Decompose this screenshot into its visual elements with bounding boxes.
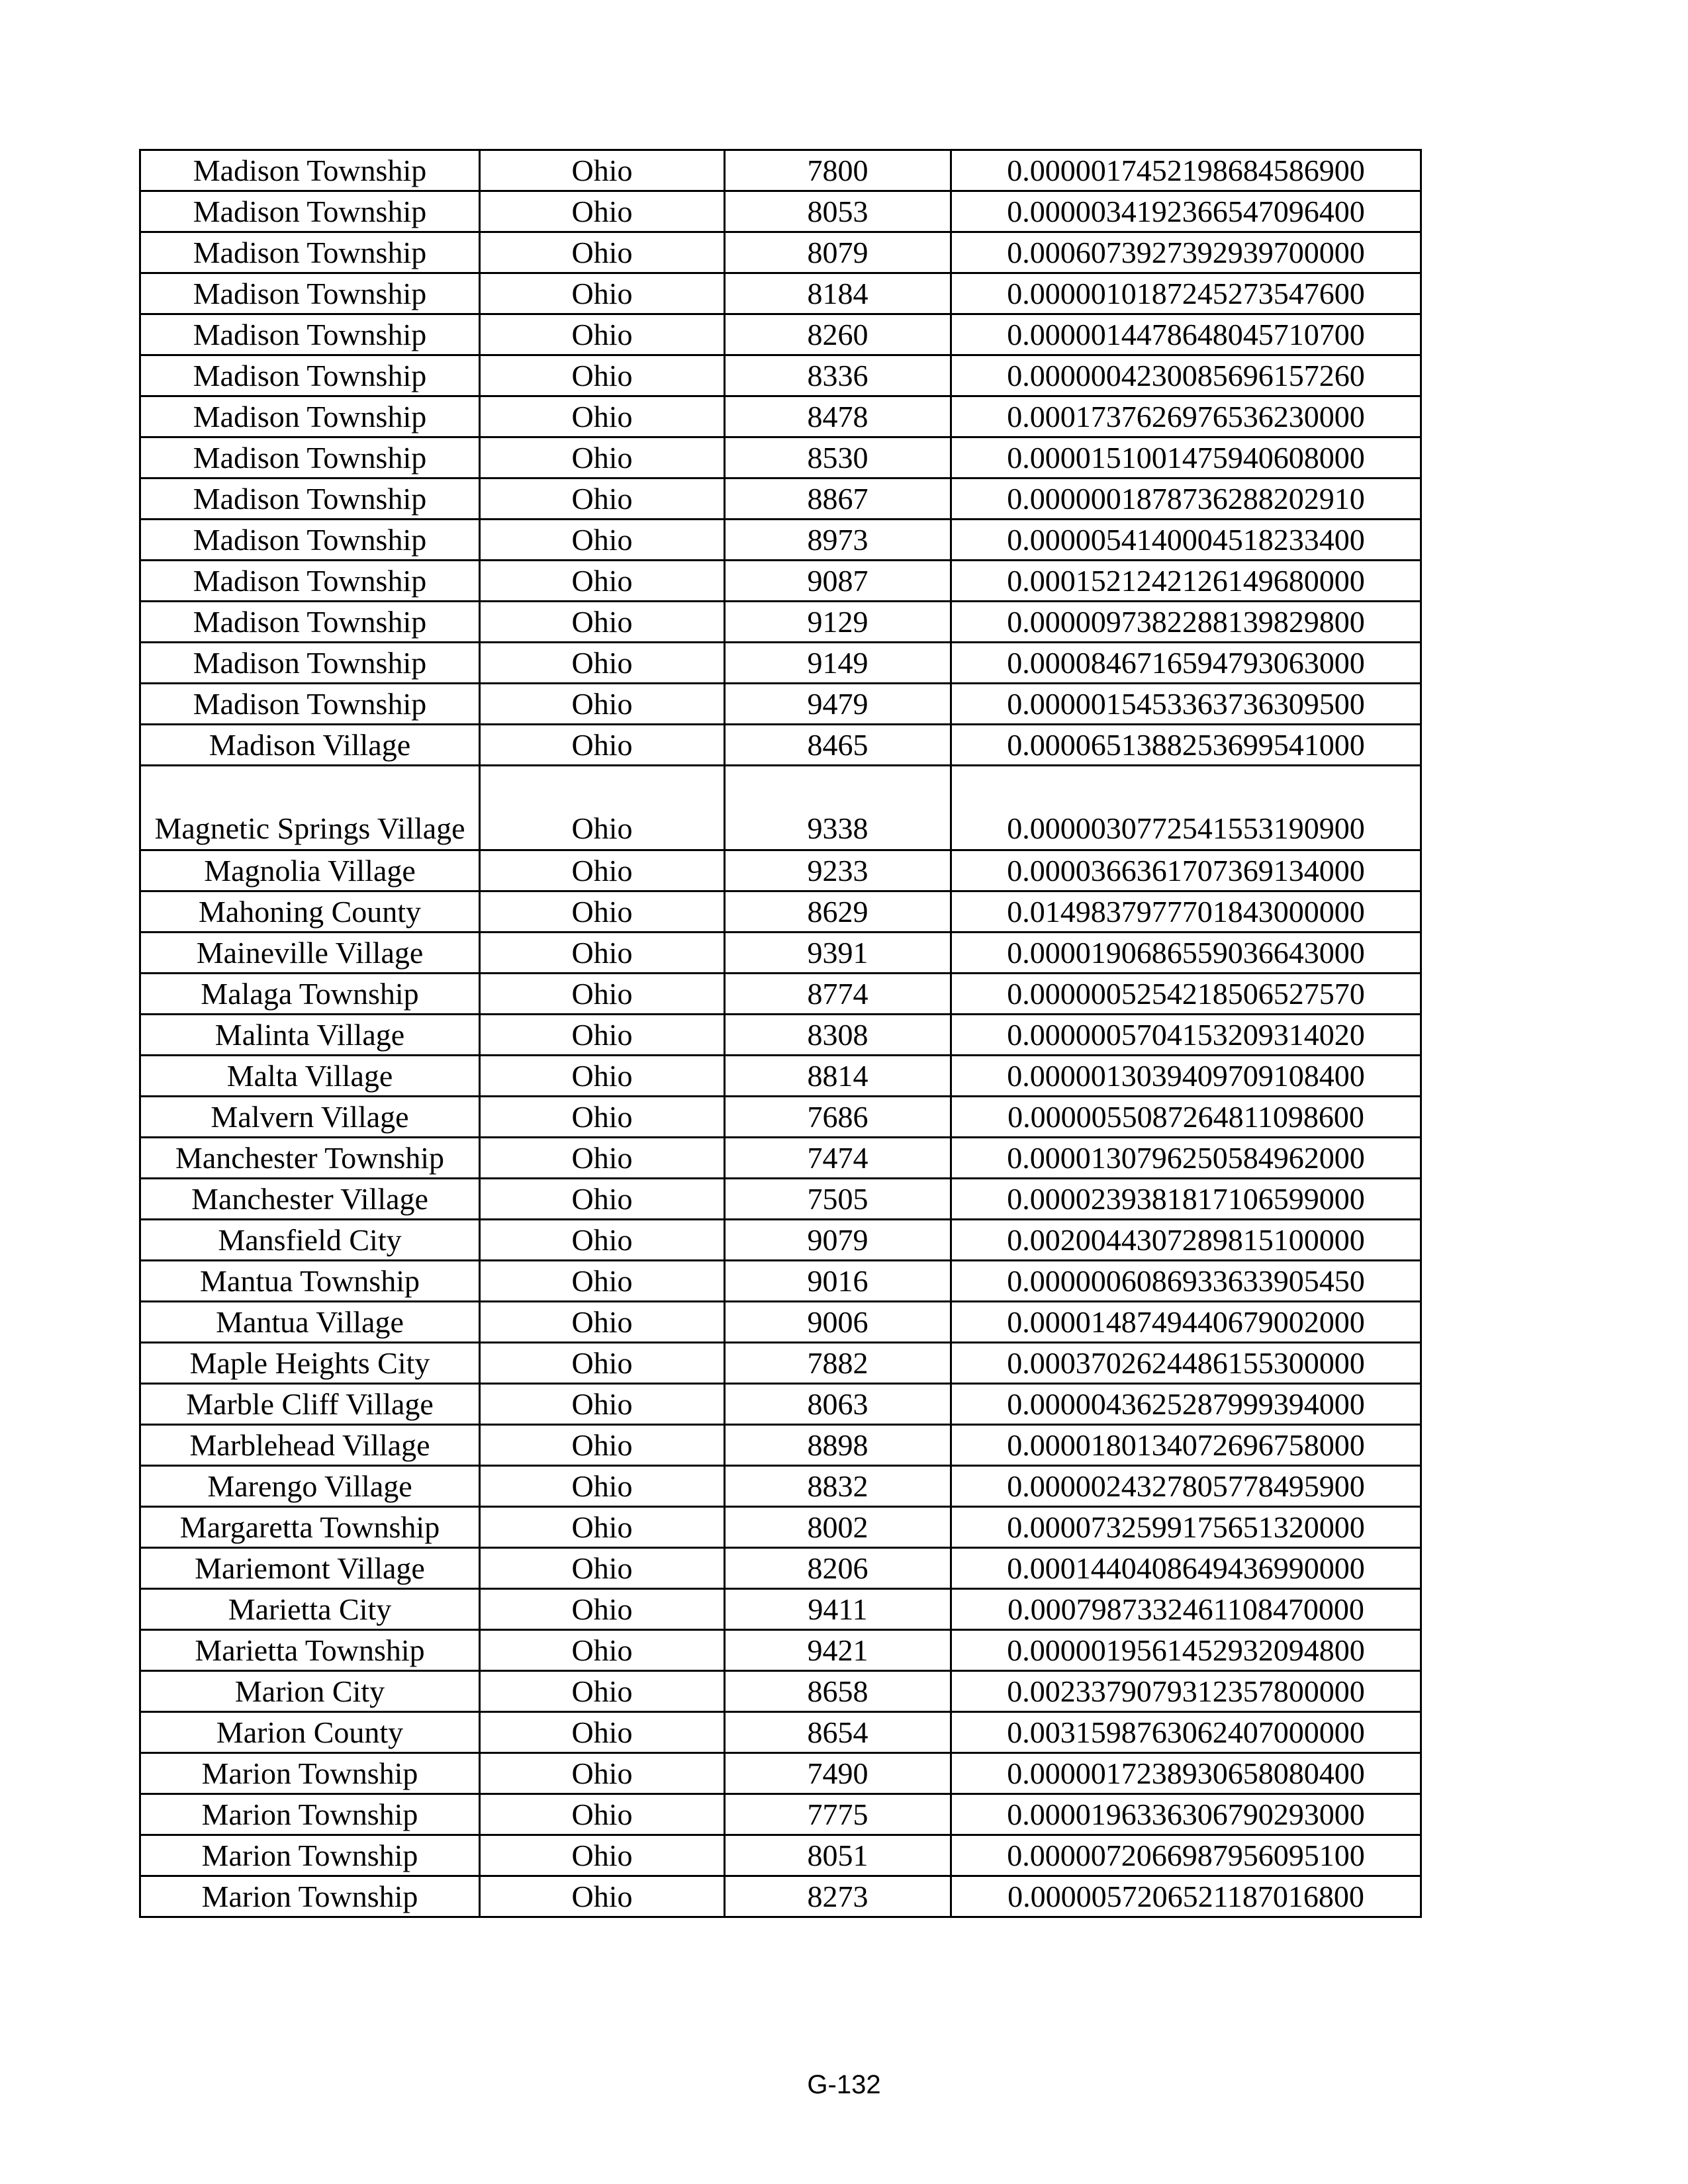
- state-cell: Ohio: [480, 766, 725, 850]
- state-cell: Ohio: [480, 1015, 725, 1056]
- percentage-cell: 0.0000054140004518233400: [951, 520, 1421, 561]
- state-cell: Ohio: [480, 1712, 725, 1753]
- percentage-cell: 0.0001521242126149680000: [951, 561, 1421, 602]
- table-row: [140, 561, 1421, 602]
- table-row: [140, 1343, 1421, 1384]
- entity-name-cell: Manchester Township: [140, 1138, 480, 1179]
- percentage-cell: 0.0000013039409709108400: [951, 1056, 1421, 1097]
- id-cell: 8063: [725, 1384, 951, 1425]
- state-cell: Ohio: [480, 273, 725, 314]
- id-cell: 8465: [725, 725, 951, 766]
- entity-name-cell: Margaretta Township: [140, 1507, 480, 1548]
- state-cell: Ohio: [480, 602, 725, 643]
- state-cell: Ohio: [480, 355, 725, 396]
- table-row: [140, 1794, 1421, 1835]
- percentage-cell: 0.0000010187245273547600: [951, 273, 1421, 314]
- table-row: [140, 1753, 1421, 1794]
- entity-name-cell: Maple Heights City: [140, 1343, 480, 1384]
- entity-name-cell: Malinta Village: [140, 1015, 480, 1056]
- id-cell: 7686: [725, 1097, 951, 1138]
- entity-name-cell: Marion City: [140, 1671, 480, 1712]
- percentage-cell: 0.0000005704153209314020: [951, 1015, 1421, 1056]
- state-cell: Ohio: [480, 643, 725, 684]
- table-row: [140, 314, 1421, 355]
- table-row: [140, 1835, 1421, 1876]
- table-row: [140, 1712, 1421, 1753]
- table-row: [140, 1015, 1421, 1056]
- entity-name-cell: Marengo Village: [140, 1466, 480, 1507]
- table-row: [140, 974, 1421, 1015]
- state-cell: Ohio: [480, 1220, 725, 1261]
- table-row: [140, 684, 1421, 725]
- percentage-cell: 0.0000846716594793063000: [951, 643, 1421, 684]
- id-cell: 7800: [725, 150, 951, 191]
- state-cell: Ohio: [480, 1507, 725, 1548]
- percentage-cell: 0.0000004230085696157260: [951, 355, 1421, 396]
- id-cell: 8336: [725, 355, 951, 396]
- table-row: [140, 1548, 1421, 1589]
- table-row: [140, 232, 1421, 273]
- id-cell: 8002: [725, 1507, 951, 1548]
- entity-name-cell: Maineville Village: [140, 933, 480, 974]
- allocation-table: [139, 149, 1422, 1918]
- id-cell: 8814: [725, 1056, 951, 1097]
- percentage-cell: 0.0000196336306790293000: [951, 1794, 1421, 1835]
- table-row: [140, 1220, 1421, 1261]
- id-cell: 9006: [725, 1302, 951, 1343]
- id-cell: 9149: [725, 643, 951, 684]
- state-cell: Ohio: [480, 684, 725, 725]
- percentage-cell: 0.0000072066987956095100: [951, 1835, 1421, 1876]
- entity-name-cell: Madison Township: [140, 684, 480, 725]
- id-cell: 8832: [725, 1466, 951, 1507]
- state-cell: Ohio: [480, 850, 725, 891]
- page-number: G-132: [807, 2070, 881, 2099]
- id-cell: 9233: [725, 850, 951, 891]
- id-cell: 7882: [725, 1343, 951, 1384]
- id-cell: 8478: [725, 396, 951, 437]
- state-cell: Ohio: [480, 561, 725, 602]
- entity-name-cell: Madison Township: [140, 150, 480, 191]
- entity-name-cell: Malaga Township: [140, 974, 480, 1015]
- entity-name-cell: Marietta Township: [140, 1630, 480, 1671]
- state-cell: Ohio: [480, 314, 725, 355]
- entity-name-cell: Marble Cliff Village: [140, 1384, 480, 1425]
- percentage-cell: 0.0000019561452932094800: [951, 1630, 1421, 1671]
- entity-name-cell: Magnetic Springs Village: [140, 766, 480, 850]
- entity-name-cell: Mariemont Village: [140, 1548, 480, 1589]
- state-cell: Ohio: [480, 891, 725, 933]
- entity-name-cell: Marion County: [140, 1712, 480, 1753]
- table-row: [140, 437, 1421, 478]
- id-cell: 7490: [725, 1753, 951, 1794]
- state-cell: Ohio: [480, 191, 725, 232]
- table-row: [140, 1425, 1421, 1466]
- percentage-cell: 0.0149837977701843000000: [951, 891, 1421, 933]
- table-row: [140, 478, 1421, 520]
- id-cell: 9338: [725, 766, 951, 850]
- state-cell: Ohio: [480, 478, 725, 520]
- table-row: [140, 1261, 1421, 1302]
- percentage-cell: 0.0000024327805778495900: [951, 1466, 1421, 1507]
- state-cell: Ohio: [480, 1753, 725, 1794]
- table-row: [140, 520, 1421, 561]
- state-cell: Ohio: [480, 1056, 725, 1097]
- id-cell: 8053: [725, 191, 951, 232]
- state-cell: Ohio: [480, 725, 725, 766]
- id-cell: 8973: [725, 520, 951, 561]
- id-cell: 9016: [725, 1261, 951, 1302]
- percentage-cell: 0.0001440408649436990000: [951, 1548, 1421, 1589]
- entity-name-cell: Madison Township: [140, 643, 480, 684]
- state-cell: Ohio: [480, 1548, 725, 1589]
- state-cell: Ohio: [480, 1384, 725, 1425]
- table-row: [140, 150, 1421, 191]
- entity-name-cell: Marion Township: [140, 1876, 480, 1917]
- entity-name-cell: Malta Village: [140, 1056, 480, 1097]
- table-row: [140, 1056, 1421, 1097]
- percentage-cell: 0.0000651388253699541000: [951, 725, 1421, 766]
- id-cell: 8898: [725, 1425, 951, 1466]
- state-cell: Ohio: [480, 1589, 725, 1630]
- entity-name-cell: Madison Township: [140, 314, 480, 355]
- entity-name-cell: Mantua Township: [140, 1261, 480, 1302]
- id-cell: 7474: [725, 1138, 951, 1179]
- table-row: [140, 766, 1421, 850]
- percentage-cell: 0.0000043625287999394000: [951, 1384, 1421, 1425]
- table-row: [140, 1097, 1421, 1138]
- state-cell: Ohio: [480, 1343, 725, 1384]
- entity-name-cell: Madison Township: [140, 191, 480, 232]
- percentage-cell: 0.0000014478648045710700: [951, 314, 1421, 355]
- entity-name-cell: Mantua Village: [140, 1302, 480, 1343]
- state-cell: Ohio: [480, 1425, 725, 1466]
- percentage-cell: 0.0000239381817106599000: [951, 1179, 1421, 1220]
- id-cell: 8658: [725, 1671, 951, 1712]
- state-cell: Ohio: [480, 1876, 725, 1917]
- state-cell: Ohio: [480, 232, 725, 273]
- table-row: [140, 643, 1421, 684]
- percentage-cell: 0.0000057206521187016800: [951, 1876, 1421, 1917]
- table-row: [140, 396, 1421, 437]
- percentage-cell: 0.0000005254218506527570: [951, 974, 1421, 1015]
- table-row: [140, 1589, 1421, 1630]
- table-row: [140, 1671, 1421, 1712]
- table-row: [140, 191, 1421, 232]
- percentage-cell: 0.0000015453363736309500: [951, 684, 1421, 725]
- percentage-cell: 0.0031598763062407000000: [951, 1712, 1421, 1753]
- entity-name-cell: Mahoning County: [140, 891, 480, 933]
- percentage-cell: 0.0020044307289815100000: [951, 1220, 1421, 1261]
- table-row: [140, 355, 1421, 396]
- percentage-cell: 0.0000732599175651320000: [951, 1507, 1421, 1548]
- state-cell: Ohio: [480, 150, 725, 191]
- id-cell: 8260: [725, 314, 951, 355]
- state-cell: Ohio: [480, 437, 725, 478]
- percentage-cell: 0.0000180134072696758000: [951, 1425, 1421, 1466]
- percentage-cell: 0.0000151001475940608000: [951, 437, 1421, 478]
- entity-name-cell: Madison Township: [140, 232, 480, 273]
- percentage-cell: 0.0000097382288139829800: [951, 602, 1421, 643]
- state-cell: Ohio: [480, 1466, 725, 1507]
- id-cell: 9411: [725, 1589, 951, 1630]
- entity-name-cell: Magnolia Village: [140, 850, 480, 891]
- state-cell: Ohio: [480, 933, 725, 974]
- table-row: [140, 1384, 1421, 1425]
- id-cell: 8184: [725, 273, 951, 314]
- entity-name-cell: Mansfield City: [140, 1220, 480, 1261]
- percentage-cell: 0.0000030772541553190900: [951, 766, 1421, 850]
- percentage-cell: 0.0000006086933633905450: [951, 1261, 1421, 1302]
- entity-name-cell: Madison Township: [140, 561, 480, 602]
- id-cell: 9479: [725, 684, 951, 725]
- id-cell: 7505: [725, 1179, 951, 1220]
- entity-name-cell: Marion Township: [140, 1835, 480, 1876]
- id-cell: 9087: [725, 561, 951, 602]
- table-row: [140, 891, 1421, 933]
- id-cell: 7775: [725, 1794, 951, 1835]
- percentage-cell: 0.0001737626976536230000: [951, 396, 1421, 437]
- entity-name-cell: Malvern Village: [140, 1097, 480, 1138]
- id-cell: 8530: [725, 437, 951, 478]
- percentage-cell: 0.0007987332461108470000: [951, 1589, 1421, 1630]
- entity-name-cell: Madison Township: [140, 437, 480, 478]
- state-cell: Ohio: [480, 1630, 725, 1671]
- id-cell: 8273: [725, 1876, 951, 1917]
- state-cell: Ohio: [480, 1179, 725, 1220]
- entity-name-cell: Marion Township: [140, 1753, 480, 1794]
- entity-name-cell: Marblehead Village: [140, 1425, 480, 1466]
- table-row: [140, 1179, 1421, 1220]
- percentage-cell: 0.0000017452198684586900: [951, 150, 1421, 191]
- percentage-cell: 0.0023379079312357800000: [951, 1671, 1421, 1712]
- entity-name-cell: Marietta City: [140, 1589, 480, 1630]
- table-row: [140, 1507, 1421, 1548]
- entity-name-cell: Madison Township: [140, 355, 480, 396]
- entity-name-cell: Madison Township: [140, 478, 480, 520]
- entity-name-cell: Madison Township: [140, 520, 480, 561]
- state-cell: Ohio: [480, 1794, 725, 1835]
- state-cell: Ohio: [480, 1302, 725, 1343]
- id-cell: 9421: [725, 1630, 951, 1671]
- state-cell: Ohio: [480, 974, 725, 1015]
- entity-name-cell: Madison Township: [140, 396, 480, 437]
- entity-name-cell: Madison Village: [140, 725, 480, 766]
- id-cell: 8206: [725, 1548, 951, 1589]
- table-row: [140, 1302, 1421, 1343]
- id-cell: 8308: [725, 1015, 951, 1056]
- percentage-cell: 0.0000055087264811098600: [951, 1097, 1421, 1138]
- percentage-cell: 0.0000190686559036643000: [951, 933, 1421, 974]
- entity-name-cell: Madison Township: [140, 602, 480, 643]
- state-cell: Ohio: [480, 520, 725, 561]
- table-row: [140, 273, 1421, 314]
- table-row: [140, 1138, 1421, 1179]
- id-cell: 8774: [725, 974, 951, 1015]
- id-cell: 8867: [725, 478, 951, 520]
- state-cell: Ohio: [480, 1835, 725, 1876]
- table-row: [140, 1466, 1421, 1507]
- state-cell: Ohio: [480, 1097, 725, 1138]
- entity-name-cell: Madison Township: [140, 273, 480, 314]
- table-row: [140, 1630, 1421, 1671]
- id-cell: 8051: [725, 1835, 951, 1876]
- table-row: [140, 602, 1421, 643]
- table-row: [140, 933, 1421, 974]
- id-cell: 9079: [725, 1220, 951, 1261]
- percentage-cell: 0.0000366361707369134000: [951, 850, 1421, 891]
- id-cell: 8654: [725, 1712, 951, 1753]
- id-cell: 9129: [725, 602, 951, 643]
- percentage-cell: 0.0000148749440679002000: [951, 1302, 1421, 1343]
- percentage-cell: 0.0000001878736288202910: [951, 478, 1421, 520]
- table-row: [140, 725, 1421, 766]
- id-cell: 8079: [725, 232, 951, 273]
- table-body: [140, 150, 1421, 1917]
- percentage-cell: 0.0000034192366547096400: [951, 191, 1421, 232]
- entity-name-cell: Marion Township: [140, 1794, 480, 1835]
- id-cell: 8629: [725, 891, 951, 933]
- table-row: [140, 850, 1421, 891]
- id-cell: 9391: [725, 933, 951, 974]
- state-cell: Ohio: [480, 1138, 725, 1179]
- table-row: [140, 1876, 1421, 1917]
- state-cell: Ohio: [480, 396, 725, 437]
- percentage-cell: 0.0006073927392939700000: [951, 232, 1421, 273]
- percentage-cell: 0.0000017238930658080400: [951, 1753, 1421, 1794]
- state-cell: Ohio: [480, 1671, 725, 1712]
- percentage-cell: 0.0000130796250584962000: [951, 1138, 1421, 1179]
- percentage-cell: 0.0003702624486155300000: [951, 1343, 1421, 1384]
- entity-name-cell: Manchester Village: [140, 1179, 480, 1220]
- state-cell: Ohio: [480, 1261, 725, 1302]
